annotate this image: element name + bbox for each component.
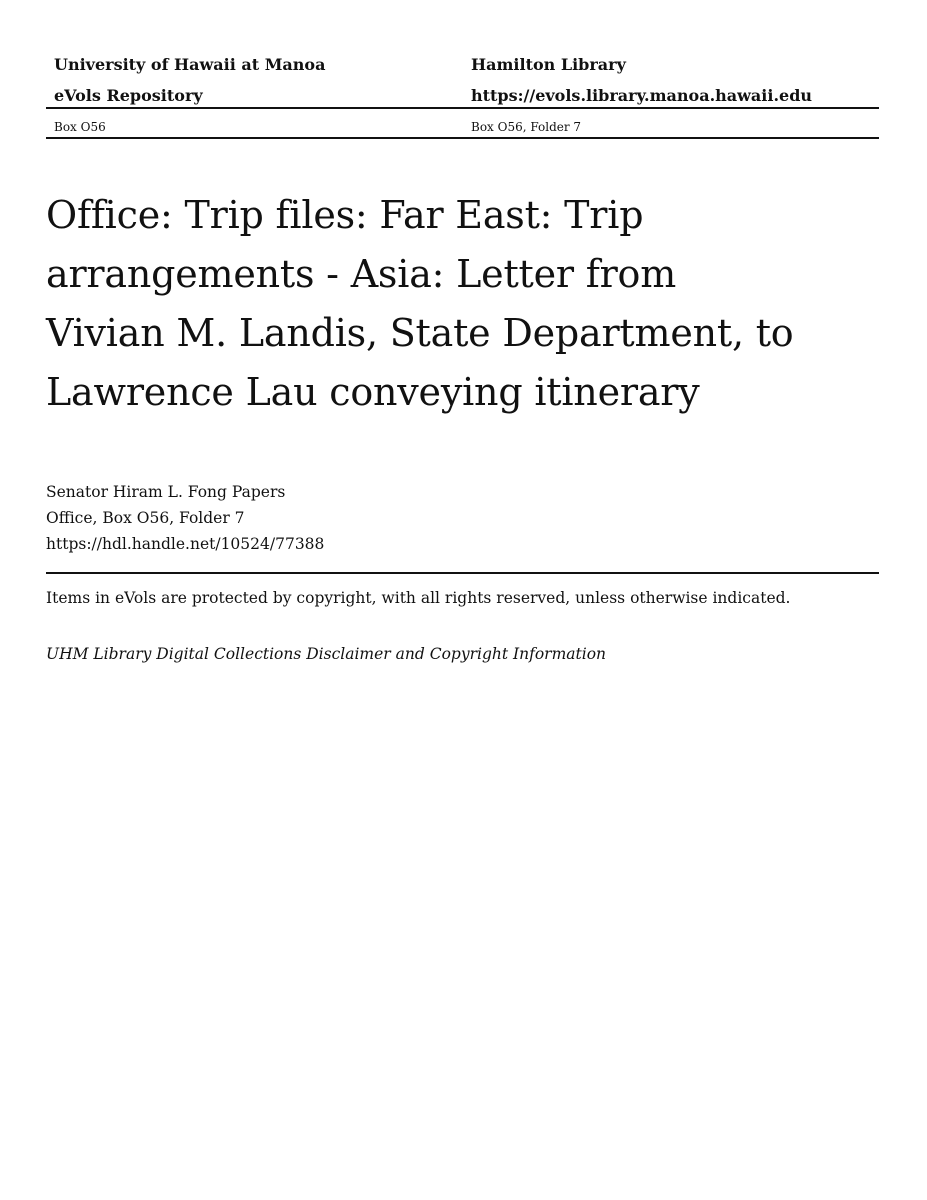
- document-metadata: [46, 479, 324, 557]
- header-row-2: [46, 84, 879, 115]
- header-divider: [46, 107, 879, 109]
- header-row-1: [46, 53, 879, 84]
- disclaimer-link[interactable]: UHM Library Digital Collections Disclaimer and Copyright Information: [46, 645, 607, 663]
- collection-name: Senator Hiram L. Fong Papers: [46, 483, 286, 501]
- repository-name: eVols Repository: [54, 86, 203, 105]
- item-location: Office, Box O56, Folder 7: [46, 509, 245, 527]
- institution-name: University of Hawaii at Manoa: [54, 55, 326, 74]
- document-title: Office: Trip files: Far East: Trip arrangements - Asia: Letter from Vivian M. Landis, State Department, to Lawrence Lau conveying itinerary: [46, 193, 794, 414]
- handle-link[interactable]: https://hdl.handle.net/10524/77388: [46, 535, 325, 553]
- footer-divider: [46, 572, 879, 574]
- box-label: Box O56: [54, 120, 106, 134]
- subheader-divider: [46, 137, 879, 139]
- header: [46, 53, 879, 115]
- library-name: Hamilton Library: [471, 55, 626, 74]
- copyright-notice: Items in eVols are protected by copyright, with all rights reserved, unless otherwise indicated.: [46, 589, 791, 607]
- box-folder-label: Box O56, Folder 7: [471, 120, 582, 134]
- repository-url-link[interactable]: https://evols.library.manoa.hawaii.edu: [471, 86, 813, 105]
